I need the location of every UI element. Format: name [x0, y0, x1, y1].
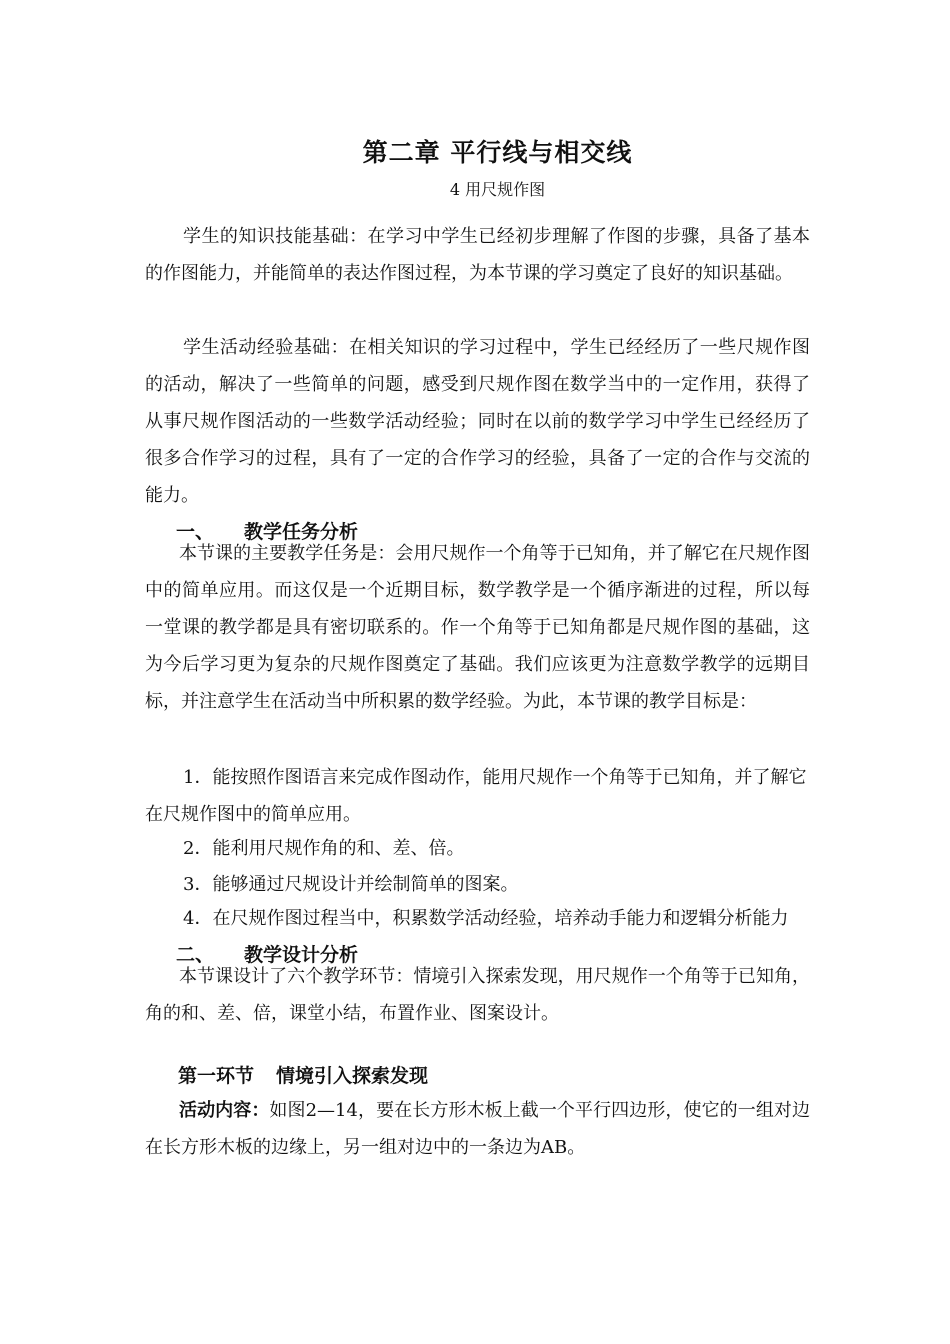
activity-label: 活动内容： — [179, 1100, 270, 1121]
section-title: 教学设计分析 — [244, 944, 359, 966]
goal-item-2: 2．能利用尺规作角的和、差、倍。 — [183, 838, 465, 859]
lesson-title: 4 用尺规作图 — [449, 180, 546, 199]
stage-label: 第一环节 — [178, 1065, 255, 1087]
stage-title: 情境引入探索发现 — [276, 1065, 429, 1087]
paragraph-task-analysis: 本节课的主要教学任务是：会用尺规作一个角等于已知角，并了解它在尺规作图中的简单应用。而这仅是一个近期目标，数学教学是一个循序渐进的过程，所以每一堂课的教学都是具有密切联系的。作一个角等于已知角都是尺规作图的基础，这为今后学习更为复杂的尺规作图奠定了基础。我们应该更为注意数学教学的远期目标，并注意学生在活动当中所积累的数学经验。为此，本节课的教学目标是： — [145, 543, 810, 712]
chapter-title: 第二章 平行线与相交线 — [362, 138, 633, 167]
paragraph-experience-basis: 学生活动经验基础：在相关知识的学习过程中，学生已经经历了一些尺规作图的活动，解决了一些简单的问题，感受到尺规作图在数学当中的一定作用，获得了从事尺规作图活动的一些数学活动经验；同时在以前的数学学习中学生已经经历了很多合作学习的过程，具有了一定的合作学习的经验，具备了一定的合作与交流的能力。 — [145, 337, 810, 506]
stage-heading-1 — [178, 1061, 428, 1088]
section-title: 教学任务分析 — [244, 521, 359, 543]
goal-item-3: 3．能够通过尺规设计并绘制简单的图案。 — [183, 874, 519, 895]
goal-item-1: 1．能按照作图语言来完成作图动作，能用尺规作一个角等于已知角，并了解它在尺规作图中的简单应用。 — [145, 767, 807, 825]
goal-item-4: 4．在尺规作图过程当中，积累数学活动经验，培养动手能力和逻辑分析能力 — [183, 908, 789, 929]
section-number: 二、 — [176, 944, 215, 966]
paragraph-design-analysis: 本节课设计了六个教学环节：情境引入探索发现，用尺规作一个角等于已知角，角的和、差、倍，课堂小结，布置作业、图案设计。 — [145, 966, 810, 1024]
paragraph-knowledge-basis: 学生的知识技能基础：在学习中学生已经初步理解了作图的步骤，具备了基本的作图能力，并能简单的表达作图过程，为本节课的学习奠定了良好的知识基础。 — [145, 226, 810, 284]
paragraph-activity-content — [145, 1092, 810, 1166]
section-number: 一、 — [176, 521, 215, 543]
activity-text: 如图2—14，要在长方形木板上截一个平行四边形，使它的一组对边在长方形木板的边缘上，另一组对边中的一条边为AB。 — [145, 1100, 811, 1158]
